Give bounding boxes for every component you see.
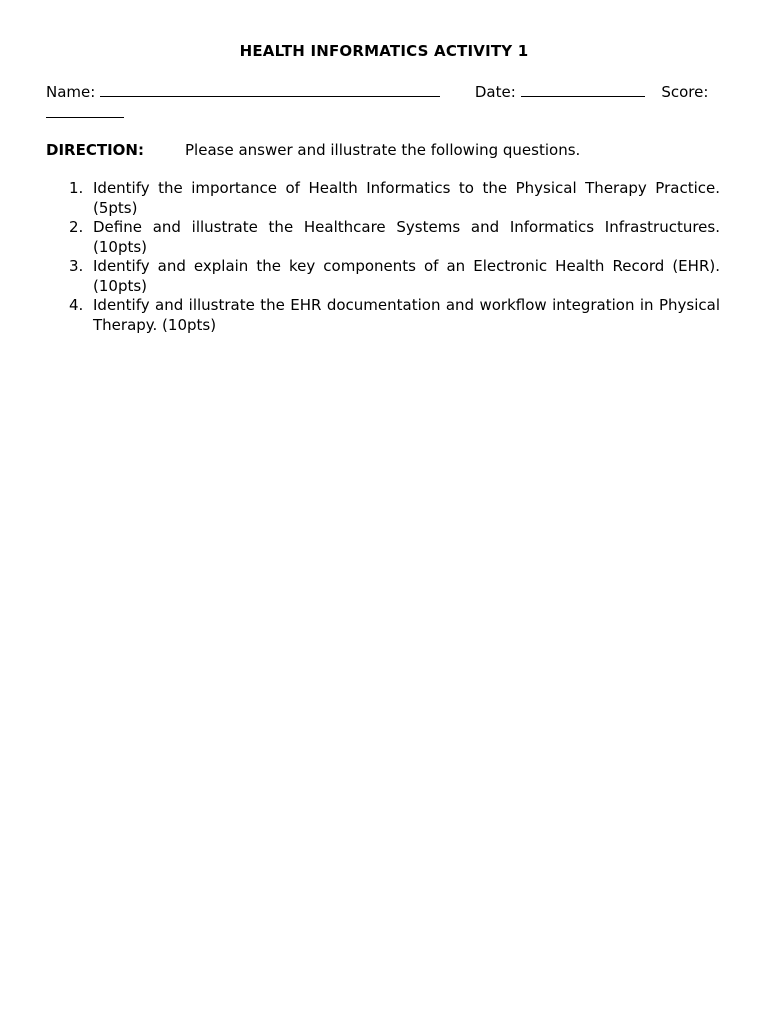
question-number: 2. [69, 218, 84, 236]
question-text: Identify and explain the key components of an Electronic Health Record (EHR). (10pts) [93, 257, 720, 295]
name-label: Name: [46, 83, 96, 101]
date-label: Date: [474, 83, 516, 101]
student-info-line [46, 82, 722, 123]
question-item [46, 257, 720, 296]
direction-line [46, 141, 722, 161]
name-blank [100, 82, 440, 97]
direction-label: DIRECTION: [46, 141, 144, 159]
question-text: Identify and illustrate the EHR documentation and workflow integration in Physical Therapy. (10pts) [93, 296, 720, 334]
question-number: 1. [69, 179, 84, 197]
question-text: Define and illustrate the Healthcare Systems and Informatics Infrastructures. (10pts) [93, 218, 720, 256]
date-blank [521, 82, 645, 97]
direction-text: Please answer and illustrate the following questions. [185, 141, 581, 159]
score-blank [46, 103, 124, 118]
question-number: 4. [69, 296, 84, 314]
question-item [46, 179, 720, 218]
question-list [46, 179, 720, 335]
question-number: 3. [69, 257, 84, 275]
document-title: HEALTH INFORMATICS ACTIVITY 1 [239, 42, 529, 60]
question-item [46, 296, 720, 335]
question-item [46, 218, 720, 257]
score-label: Score: [661, 83, 709, 101]
question-text: Identify the importance of Health Informatics to the Physical Therapy Practice. (5pts) [93, 179, 720, 217]
